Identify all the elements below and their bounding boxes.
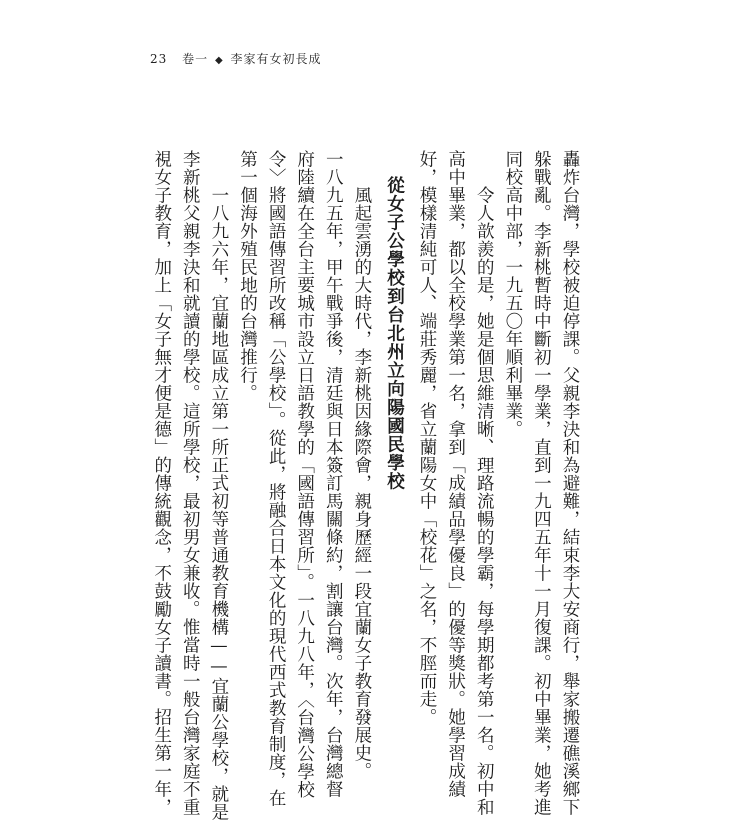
text-column: 轟炸台灣，學校被迫停課。父親李決和為避難，結束李大安商行，舉家搬遷礁溪鄉下 [560, 150, 580, 816]
vertical-body-text [147, 150, 584, 821]
text-column: 府陸續在全台主要城市設立日語教學的「國語傳習所」。一八九八年，〈台灣公學校 [294, 150, 315, 799]
text-column: 視女子教育，加上「女子無才便是德」的傳統觀念，不鼓勵女子讀書。招生第一年， [151, 150, 172, 816]
paragraph-start-column: 一八九六年，宜蘭地區成立第一所正式初等普通教育機構——宜蘭公學校，就是 [208, 186, 229, 821]
section-heading: 從女子公學校到台北州立向陽國民學校 [384, 176, 405, 491]
chapter-label: 卷一 [182, 52, 209, 66]
text-column: 第一個海外殖民地的台灣推行。 [237, 150, 258, 402]
running-header [150, 50, 322, 67]
text-column: 同校高中部，一九五〇年順利畢業。 [502, 150, 523, 438]
text-column: 李新桃父親李決和就讀的學校。這所學校，最初男女兼收。惟當時一般台灣家庭不重 [180, 150, 201, 816]
page-number: 23 [150, 52, 168, 66]
diamond-separator-icon: ◆ [214, 55, 224, 66]
text-column: 好，模樣清純可人、端莊秀麗，省立蘭陽女中「校花」之名，不脛而走。 [417, 150, 438, 726]
paragraph-start-column: 令人歆羨的是，她是個思維清晰、理路流暢的學霸，每學期都考第一名。初中和 [474, 186, 495, 816]
text-column: 高中畢業，都以全校學業第一名，拿到「成績品學優良」的優等獎狀。她學習成績 [445, 150, 466, 798]
paragraph-start-column: 風起雲湧的大時代，李新桃因緣際會，親身歷經一段宜蘭女子教育發展史。 [351, 186, 372, 780]
text-column: 令〉將國語傳習所改稱「公學校」。從此，將融合日本文化的現代西式教育制度，在 [266, 150, 287, 808]
text-column: 躲戰亂。李新桃暫時中斷初一學業，直到一九四五年十一月復課。初中畢業，她考進 [531, 150, 552, 816]
text-column: 一八九五年，甲午戰爭後，清廷與日本簽訂馬關條約，割讓台灣。次年，台灣總督 [323, 150, 344, 798]
chapter-title: 李家有女初長成 [230, 52, 322, 66]
